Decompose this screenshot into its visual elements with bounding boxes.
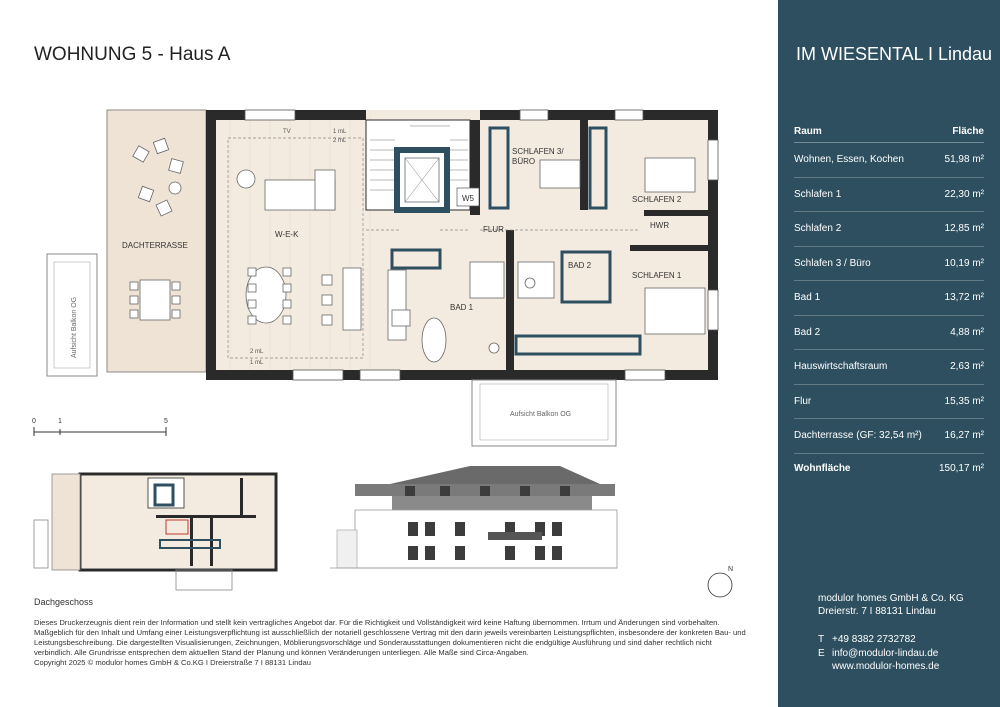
room-area: 4,88 m² [950, 326, 984, 338]
plan-label-schlafen3: SCHLAFEN 3/ [512, 147, 564, 156]
north-arrow [708, 566, 733, 597]
room-name: Schlafen 1 [794, 188, 842, 200]
room-area: 10,19 m² [944, 257, 984, 269]
table-row [794, 316, 984, 351]
floor-caption: Dachgeschoss [34, 597, 94, 607]
company-name: modulor homes GmbH & Co. KG [818, 593, 964, 604]
table-row [794, 143, 984, 178]
plan-label-flur: FLUR [483, 225, 504, 234]
total-label: Wohnfläche [794, 463, 851, 474]
plan-label-ml-top2: 2 mL [333, 138, 347, 144]
plan-label-hwr: HWR [650, 221, 670, 230]
scale-0: 0 [32, 418, 36, 425]
table-total-row [794, 454, 984, 484]
plan-label-ml-bottom1: 1 mL [250, 360, 264, 366]
plan-label-w5: W5 [462, 194, 474, 203]
plan-label-balkon-left: Aufsicht Balkon OG [71, 296, 78, 358]
building-elevation [330, 466, 617, 568]
plan-label-dachterrasse: DACHTERRASSE [122, 241, 188, 250]
web-line [818, 660, 939, 674]
info-panel [778, 0, 1000, 707]
plan-label-buero: BÜRO [512, 157, 536, 166]
table-row [794, 385, 984, 420]
email-line [818, 647, 939, 661]
scale-1: 1 [58, 418, 62, 425]
room-area-table [794, 120, 984, 484]
website-link[interactable]: www.modulor-homes.de [832, 661, 940, 672]
contact-info [818, 633, 939, 674]
copyright-text: Copyright 2025 © modulor homes GmbH & Co.KG I Dreierstraße 7 I 88131 Lindau [34, 658, 311, 667]
plan-label-schlafen2: SCHLAFEN 2 [632, 195, 682, 204]
table-row [794, 419, 984, 454]
room-area: 15,35 m² [944, 395, 984, 407]
room-area: 2,63 m² [950, 361, 984, 373]
overview-plan [34, 474, 276, 590]
disclaimer [34, 618, 749, 668]
email-label: E [818, 647, 825, 659]
north-label: N [728, 566, 734, 573]
scale-bar [32, 418, 168, 436]
table-header [794, 120, 984, 143]
email-link[interactable]: info@modulor-lindau.de [832, 647, 939, 659]
phone-number[interactable]: +49 8382 2732782 [832, 634, 916, 645]
scale-5: 5 [164, 418, 168, 425]
total-area: 150,17 m² [938, 463, 984, 474]
room-name: Bad 2 [794, 326, 821, 338]
room-area: 12,85 m² [944, 223, 984, 235]
phone-line [818, 633, 939, 647]
room-name: Bad 1 [794, 292, 821, 304]
table-row [794, 247, 984, 282]
room-name: Schlafen 3 / Büro [794, 257, 871, 269]
page-title: WOHNUNG 5 - Haus A [34, 44, 231, 65]
header-area: Fläche [952, 125, 984, 137]
table-row [794, 178, 984, 213]
plan-label-balkon-bottom: Aufsicht Balkon OG [510, 411, 572, 418]
plan-label-ml-bottom2: 2 mL [250, 349, 264, 355]
plan-label-schlafen1: SCHLAFEN 1 [632, 271, 682, 280]
company-address: Dreierstr. 7 I 88131 Lindau [818, 606, 936, 617]
header-room: Raum [794, 125, 822, 137]
room-name: Dachterrasse (GF: 32,54 m²) [794, 430, 922, 442]
room-area: 13,72 m² [944, 292, 984, 304]
room-name: Hauswirtschaftsraum [794, 361, 888, 373]
table-row [794, 281, 984, 316]
room-name: Schlafen 2 [794, 223, 842, 235]
disclaimer-text: Dieses Druckerzeugnis dient rein der Information und stellt kein vertragliches Angebot dar. Für die Richtigkeit und Vollständigkeit wird keine Haftung übernommen. Irrtum und Änderungen sind vorbehalten. Maßgeblich für den Inhalt und Umfang einer Leistungsverpflichtung ist ausschließlich der notariell geschlossene Vertrag mit den darin jeweils vereinbarten Leistungspflichten, insbesondere der konkreten Bau- und Leistungsbeschreibung. Die dargestellten Visualisierungen, Zeichnungen, Möblierungsvorschläge und Sonderausstattungen dokumentieren nicht die endgültige Ausführung und sind daher rechtlich nicht verbindlich. Alle Grundrisse entsprechen dem aktuellen Stand der Planung und können Veränderungen unterliegen. Alle Maße sind Circa-Angaben. [34, 618, 746, 657]
room-name: Flur [794, 395, 812, 407]
plan-label-bad2: BAD 2 [568, 261, 592, 270]
table-row [794, 212, 984, 247]
project-title: IM WIESENTAL I Lindau [796, 44, 993, 64]
plan-label-tv: TV [283, 129, 291, 135]
plan-label-ml-top1: 1 mL [333, 129, 347, 135]
company-info [818, 592, 964, 618]
plan-label-bad1: BAD 1 [450, 303, 474, 312]
plan-label-wek: W-E-K [275, 230, 299, 239]
room-area: 51,98 m² [944, 154, 984, 166]
room-area: 22,30 m² [944, 188, 984, 200]
room-name: Wohnen, Essen, Kochen [794, 154, 904, 166]
room-area: 16,27 m² [944, 430, 984, 442]
phone-label: T [818, 634, 825, 645]
table-row [794, 350, 984, 385]
